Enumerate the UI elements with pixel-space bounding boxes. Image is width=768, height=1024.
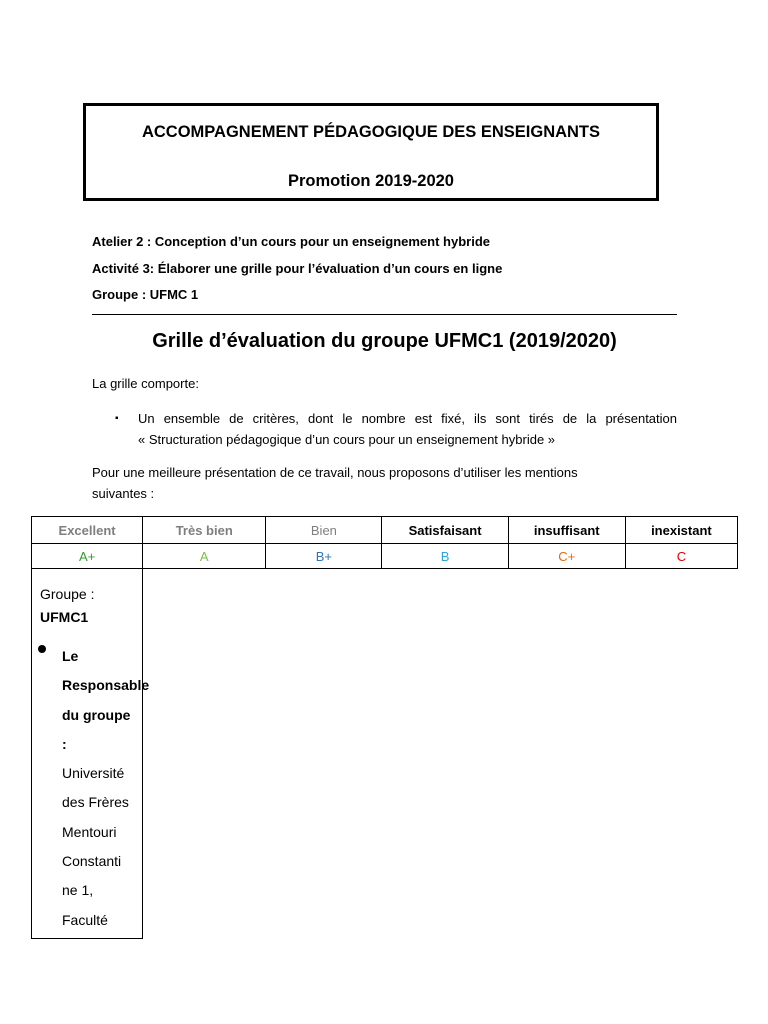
mention-grade: C — [625, 544, 737, 569]
activite-line: Activité 3: Élaborer une grille pour l’évaluation d’un cours en ligne — [92, 261, 503, 276]
mentions-intro — [92, 462, 677, 504]
responsable-block — [62, 642, 149, 935]
mentions-table — [31, 516, 738, 569]
univ-line: Mentouri — [62, 823, 117, 840]
mention-grade: B+ — [266, 544, 382, 569]
group-label-text: Groupe : — [40, 586, 95, 602]
divider-rule — [92, 314, 677, 315]
mentions-grade-row — [32, 544, 738, 569]
univ-line: ne 1, — [62, 882, 94, 899]
grid-title: Grille d’évaluation du groupe UFMC1 (2019/2020) — [152, 330, 617, 352]
univ-line: des Frères — [62, 794, 129, 811]
univ-line: Université — [62, 765, 125, 782]
resp-line: Le — [62, 648, 79, 664]
bullet-line-2: « Structuration pédagogique d’un cours pour un enseignement hybride » — [138, 432, 556, 447]
mention-grade: A+ — [32, 544, 143, 569]
mention-label: Satisfaisant — [382, 517, 508, 544]
mention-label: Excellent — [32, 517, 143, 544]
mention-grade: C+ — [508, 544, 625, 569]
univ-line: Constanti — [62, 853, 122, 870]
bullet-item — [138, 408, 677, 450]
mention-grade: B — [382, 544, 508, 569]
groupe-line: Groupe : UFMC 1 — [92, 287, 199, 302]
mention-label: Très bien — [143, 517, 266, 544]
mentions-label-row — [32, 517, 738, 544]
group-label — [40, 583, 94, 629]
square-bullet-icon: ▪ — [115, 413, 119, 424]
header-promotion: Promotion 2019-2020 — [288, 172, 454, 190]
group-name: UFMC1 — [40, 609, 89, 625]
resp-line: Responsable — [62, 677, 150, 694]
mention-grade: A — [143, 544, 266, 569]
bullet-line-1: Un ensemble de critères, dont le nombre est fixé, ils sont tirés de la présentation — [138, 411, 677, 426]
resp-line: : — [62, 735, 67, 752]
mentions-intro-line-1: Pour une meilleure présentation de ce travail, nous proposons d’utiliser les mentions — [92, 465, 578, 480]
atelier-line: Atelier 2 : Conception d’un cours pour un enseignement hybride — [92, 234, 490, 249]
mention-label: Bien — [266, 517, 382, 544]
header-title: ACCOMPAGNEMENT PÉDAGOGIQUE DES ENSEIGNANTS — [141, 123, 601, 141]
resp-line: du groupe — [62, 706, 131, 723]
header-box — [83, 103, 659, 201]
intro-text: La grille comporte: — [92, 376, 199, 391]
mention-label: insuffisant — [508, 517, 625, 544]
mention-label: inexistant — [625, 517, 737, 544]
univ-line: Faculté — [62, 911, 108, 928]
mentions-intro-line-2: suivantes : — [92, 486, 155, 501]
bullet-dot-icon — [38, 645, 46, 653]
